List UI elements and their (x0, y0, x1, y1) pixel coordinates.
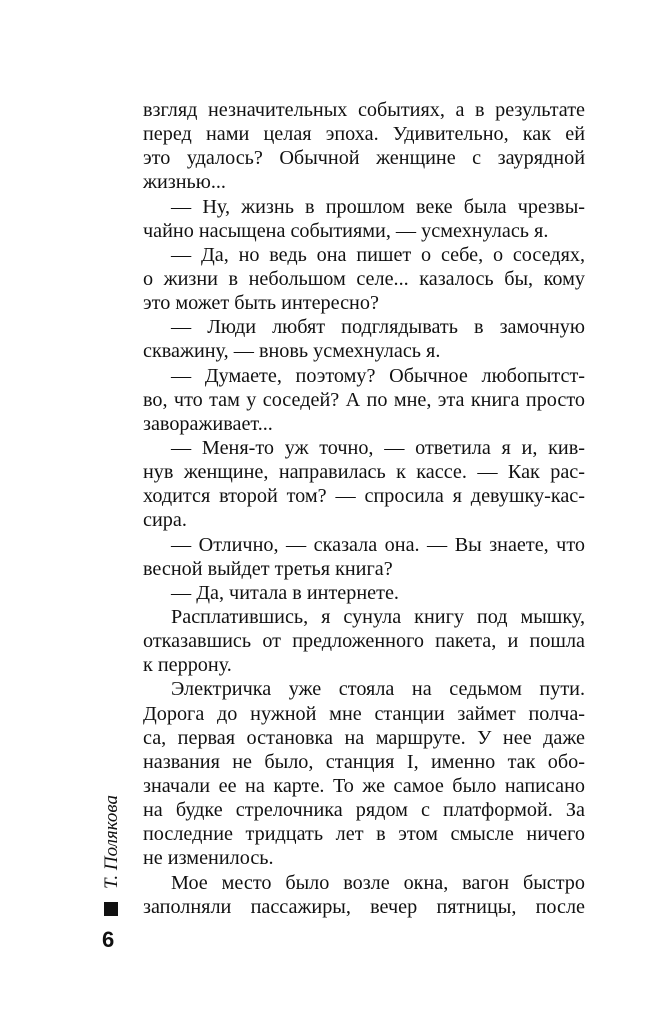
text-line: — Да, но ведь она пишет о себе, о соседях, (171, 243, 585, 266)
text-line: — Ну, жизнь в прошлом веке была чрезвы- (171, 195, 585, 218)
text-line: скважину, — вновь усмехнулась я. (143, 340, 441, 363)
page-number: 6 (102, 927, 115, 952)
text-line: заполняли пассажиры, вечер пятницы, после (143, 895, 585, 918)
text-line: к перрону. (143, 654, 232, 677)
text-line: Расплатившись, я сунула книгу под мышку, (171, 605, 585, 628)
text-line: не изменилось. (143, 847, 274, 870)
text-line: Мое место было возле окна, вагон быстро (171, 871, 585, 894)
text-line: о жизни в небольшом селе... казалось бы, кому (143, 267, 585, 290)
text-line: это может быть интересно? (143, 292, 379, 315)
text-line: чайно насыщена событиями, — усмехнулась я. (143, 219, 549, 242)
text-line: весной выйдет третья книга? (143, 557, 393, 580)
text-line: — Отлично, — сказала она. — Вы знаете, что (171, 533, 585, 556)
text-line: во, что там у соседей? А по мне, эта книга просто (143, 388, 585, 411)
text-line: са, первая остановка на маршруте. У нее даже (143, 726, 585, 749)
text-line: Электричка уже стояла на седьмом пути. (171, 678, 585, 701)
text-line: Дорога до нужной мне станции займет полча- (143, 702, 585, 725)
text-line: — Да, читала в интернете. (171, 581, 399, 604)
text-line: последние тридцать лет в этом смысле ничего (143, 823, 585, 846)
text-line: — Думаете, поэтому? Обычное любопытст- (171, 364, 585, 387)
text-line: отказавшись от предложенного пакета, и пошла (143, 630, 585, 653)
text-line: жизнью... (143, 171, 226, 194)
text-line: названия не было, станция I, именно так обо- (143, 750, 585, 773)
text-line: сира. (143, 509, 187, 532)
body-text (143, 98, 585, 919)
text-line: — Меня-то уж точно, — ответила я и, кив- (171, 436, 585, 459)
running-author: Т. Полякова (101, 794, 122, 889)
text-line: перед нами целая эпоха. Удивительно, как ей (143, 123, 585, 146)
text-line: взгляд незначительных событиях, а в результате (143, 99, 585, 121)
text-line: это удалось? Обычной женщине с заурядной (143, 147, 585, 170)
text-line: — Люди любят подглядывать в замочную (171, 316, 585, 339)
text-line: значали ее на карте. То же самое было написано (143, 774, 585, 797)
text-line: ходится второй том? — спросила я девушку-кас- (143, 485, 585, 508)
text-line: на будке стрелочника рядом с платформой. За (143, 799, 585, 822)
text-line: нув женщине, направилась к кассе. — Как рас- (143, 461, 585, 484)
margin-square-marker (104, 902, 118, 916)
text-line: завораживает... (143, 412, 273, 435)
